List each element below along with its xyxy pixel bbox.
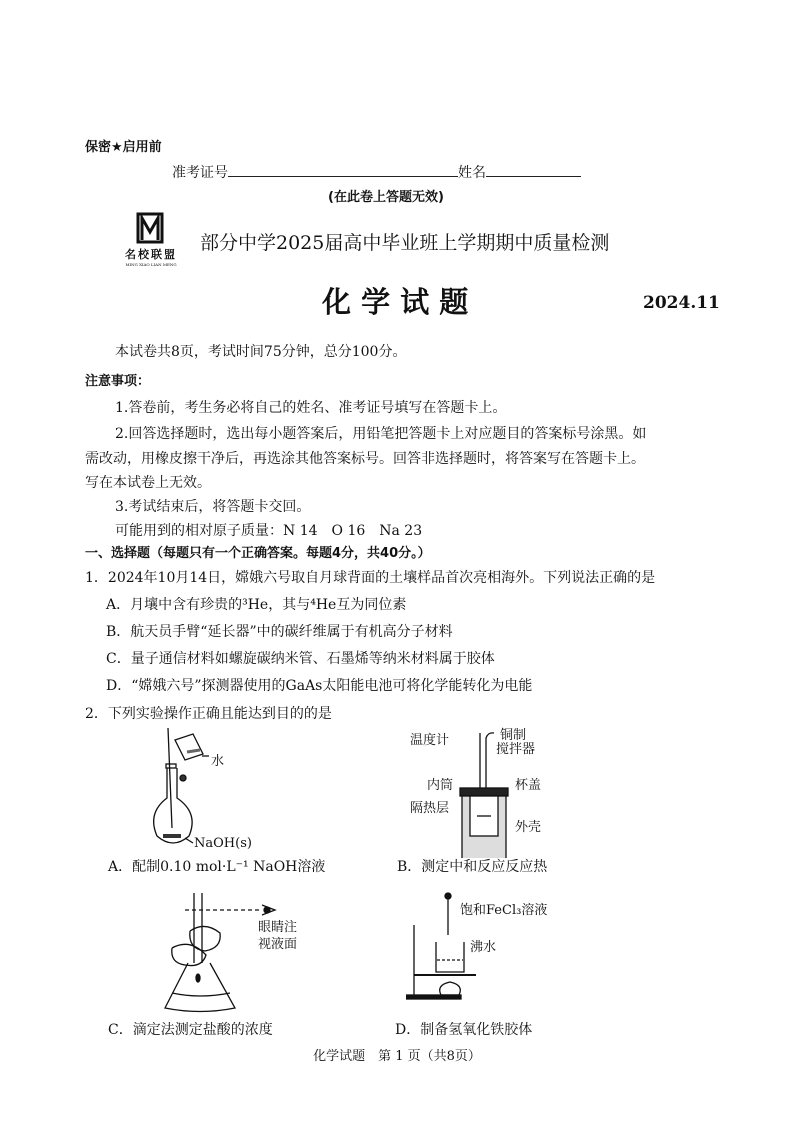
note-item: 需改动，用橡皮擦干净后，再选涂其他答案标号。回答非选择题时，将答案写在答题卡上。 (85, 451, 645, 467)
figure-c-caption: C．滴定法测定盐酸的浓度 (108, 1022, 273, 1038)
figure-d-caption: D．制备氢氧化铁胶体 (395, 1022, 533, 1038)
figure-a-caption: A．配制0.10 mol·L⁻¹ NaOH溶液 (108, 859, 326, 875)
fig-d-water-label: 沸水 (470, 940, 497, 955)
titration-figure (150, 893, 310, 1018)
page-footer: 化学试题 第 1 页（共8页） (313, 1049, 481, 1064)
exam-title: 部分中学2025届高中毕业班上学期期中质量检测 (200, 232, 610, 254)
note-item: 2.回答选择题时，选出每小题答案后，用铅笔把答题卡上对应题目的答案标号涂黑。如 (115, 426, 647, 442)
logo-text-en: MING XIAO LIAN MENG (125, 262, 177, 267)
exam-id-label: 准考证号 (172, 165, 228, 181)
subject-title: 化 学 试 题 (322, 285, 469, 319)
figure-b-caption: B．测定中和反应反应热 (397, 859, 548, 875)
fig-b-lid-label: 杯盖 (515, 778, 542, 793)
question-1-option-c: C．量子通信材料如螺旋碳纳米管、石墨烯等纳米材料属于胶体 (106, 651, 495, 667)
exam-date: 2024.11 (643, 293, 720, 313)
intro: 本试卷共8页，考试时间75分钟，总分100分。 (115, 344, 407, 360)
question-1-stem: 1．2024年10月14日，嫦娥六号取自月球背面的土壤样品首次亮相海外。下列说法正确的是 (85, 570, 656, 586)
name-label: 姓名 (458, 165, 486, 181)
section-heading: 一、选择题（每题只有一个正确答案。每题4分，共40分。） (85, 546, 431, 561)
question-1-option-b: B．航天员手臂“延长器”中的碳纤维属于有机高分子材料 (106, 624, 453, 640)
name-field[interactable] (486, 164, 581, 177)
fig-b-inner-label: 内筒 (427, 778, 454, 793)
logo (110, 212, 192, 274)
volumetric-flask-figure (145, 728, 265, 853)
invalid-note: (在此卷上答题无效) (328, 190, 444, 205)
fig-b-stirrer-label-2: 搅拌器 (496, 742, 536, 757)
secret-label: 保密★启用前 (85, 140, 162, 155)
logo-mark-icon (110, 212, 192, 246)
fig-b-stirrer-label-1: 铜制 (500, 728, 527, 743)
question-1-option-a: A．月壤中含有珍贵的³He，其与⁴He互为同位素 (106, 597, 407, 613)
fig-c-eye-label-2: 视液面 (258, 937, 298, 952)
fig-a-solid-label: NaOH(s) (194, 836, 252, 851)
note-item: 写在本试卷上无效。 (85, 475, 211, 491)
question-1-option-d: D．“嫦娥六号”探测器使用的GaAs太阳能电池可将化学能转化为电能 (106, 678, 533, 694)
fig-b-insulation-label: 隔热层 (410, 801, 450, 816)
note-item: 3.考试结束后，将答题卡交回。 (115, 499, 311, 515)
notes-heading: 注意事项： (85, 374, 151, 389)
exam-id-field[interactable] (228, 164, 458, 177)
question-2-stem: 2．下列实验操作正确且能达到目的的是 (85, 706, 332, 722)
exam-id-row (172, 164, 581, 182)
logo-text-cn: 名校联盟 (125, 248, 177, 261)
fig-c-eye-label-1: 眼睛注 (258, 920, 298, 935)
note-item: 1.答卷前，考生务必将自己的姓名、准考证号填写在答题卡上。 (115, 400, 507, 416)
atomic-mass: 可能用到的相对原子质量：N 14 O 16 Na 23 (115, 523, 423, 539)
fig-b-shell-label: 外壳 (515, 820, 542, 835)
fig-d-fecl3-label: 饱和FeCl₃溶液 (460, 903, 548, 918)
fig-a-water-label: 水 (211, 754, 225, 769)
fig-b-thermometer-label: 温度计 (410, 733, 450, 748)
